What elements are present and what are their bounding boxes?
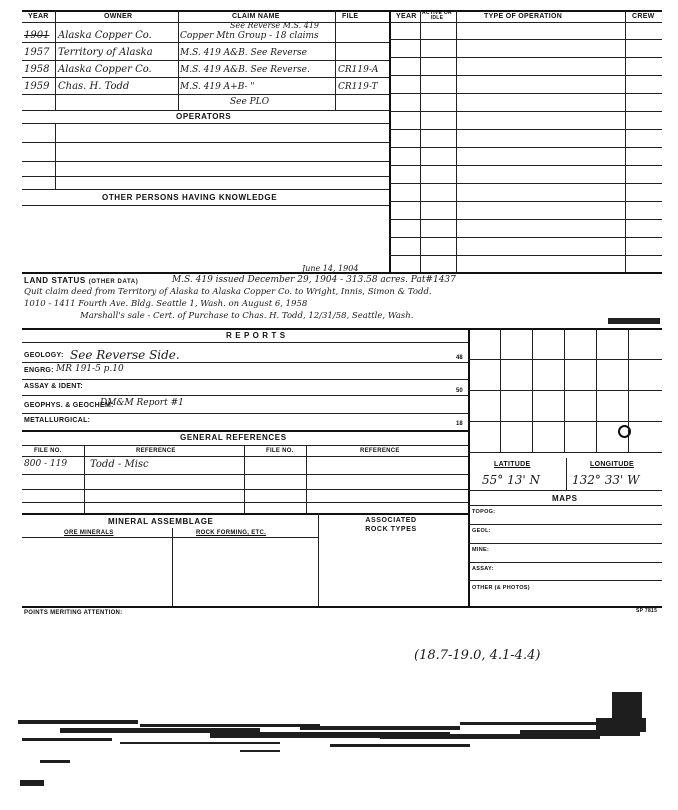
land-status-line-3: 1010 - 1411 Fourth Ave. Bldg. Seattle 1, Wash. on August 6, 1958 xyxy=(24,299,308,309)
page-num-48: 48 xyxy=(456,355,463,361)
location-marker-icon xyxy=(618,425,631,438)
land-status-line-1: M.S. 419 issued December 29, 1904 - 313.58 acres. Pat#1437 xyxy=(172,275,456,285)
grid-row xyxy=(468,390,662,391)
row-rule xyxy=(22,362,468,363)
maps-assay: ASSAY: xyxy=(472,566,494,572)
operators-label: OPERATORS xyxy=(176,112,232,121)
owner-row-4-year: 1959 xyxy=(24,81,50,92)
owner-row-1-claim: Copper Mtn Group - 18 claims xyxy=(180,31,319,41)
owner-row-2-claim: M.S. 419 A&B. See Reverse xyxy=(180,48,307,58)
owner-row-4-claim: M.S. 419 A+B- " xyxy=(180,82,255,92)
row-rule xyxy=(22,413,468,414)
row-rule xyxy=(22,474,468,475)
row-rule xyxy=(22,60,389,61)
maps-topog: TOPOG: xyxy=(472,509,496,515)
latitude-value: 55° 13' N xyxy=(482,473,540,487)
row-rule xyxy=(22,42,389,43)
points-label: POINTS MERITING ATTENTION: xyxy=(24,610,123,616)
row-rule xyxy=(22,176,389,177)
header-file: FILE xyxy=(342,13,359,20)
rock-forming: ROCK FORMING, ETC. xyxy=(196,530,267,536)
lat-long-divider xyxy=(566,458,567,490)
row-rule xyxy=(389,201,662,202)
grid-row xyxy=(468,421,662,422)
row-rule xyxy=(389,165,662,166)
header-year: YEAR xyxy=(28,13,49,20)
row-rule xyxy=(22,489,468,490)
general-refs-title: GENERAL REFERENCES xyxy=(180,433,287,442)
see-plo-note: See PLO xyxy=(230,97,270,107)
header-active-idle: ACTIVE OR IDLE xyxy=(422,10,452,21)
geology-label: GEOLOGY: xyxy=(24,352,64,359)
header-owner: OWNER xyxy=(104,13,133,20)
row-rule xyxy=(468,524,662,525)
general-refs-rule xyxy=(22,430,468,432)
points-rule xyxy=(22,606,662,608)
maps-geol: GEOL: xyxy=(472,528,491,534)
row-rule xyxy=(389,111,662,112)
geophys-value: DM&M Report #1 xyxy=(100,398,184,408)
owner-row-3-owner: Alaska Copper Co. xyxy=(58,64,152,75)
owner-row-3-year: 1958 xyxy=(24,64,50,75)
owner-row-3-claim: M.S. 419 A&B. See Reverse. xyxy=(180,65,310,75)
col-rule xyxy=(625,10,626,272)
col-rule xyxy=(456,10,457,272)
col-rule-main xyxy=(389,10,391,272)
associated-rock-types: ASSOCIATED ROCK TYPES xyxy=(365,517,417,533)
assay-label: ASSAY & IDENT: xyxy=(24,383,84,390)
grid-row xyxy=(468,490,662,491)
mineral-title: MINERAL ASSEMBLAGE xyxy=(108,517,214,526)
col-rule xyxy=(318,513,319,606)
geology-value: See Reverse Side. xyxy=(70,348,180,362)
longitude-label: LONGITUDE xyxy=(590,461,634,468)
row-rule xyxy=(468,562,662,563)
row-rule xyxy=(22,379,468,380)
gr-row-file: 800 - 119 xyxy=(24,459,68,469)
row-rule xyxy=(22,342,468,343)
grid-row xyxy=(468,359,662,360)
row-rule xyxy=(468,505,662,506)
col-rule xyxy=(306,445,307,513)
gr-file-no-2: FILE NO. xyxy=(266,448,294,454)
gr-file-no: FILE NO. xyxy=(34,448,62,454)
land-status-line-2: Quit claim deed from Territory of Alaska to Alaska Copper Co. to Wright, Innis, Simon & Todd. xyxy=(24,287,432,297)
scan-noise xyxy=(0,680,678,810)
owner-row-2-year: 1957 xyxy=(24,47,50,58)
row-rule xyxy=(389,75,662,76)
col-rule xyxy=(172,528,173,606)
land-status-line-4: Marshall's sale - Cert. of Purchase to Chas. H. Todd, 12/31/58, Seattle, Wash. xyxy=(80,311,414,321)
footer-coordinates-note: (18.7-19.0, 4.1-4.4) xyxy=(414,648,541,663)
maps-other: OTHER (& PHOTOS) xyxy=(472,585,530,591)
claim-note-top: See Reverse M.S. 419 xyxy=(230,21,319,30)
metallurgical-label: METALLURGICAL: xyxy=(24,417,91,424)
row-rule xyxy=(468,543,662,544)
page-num-18: 18 xyxy=(456,421,463,427)
col-rule xyxy=(420,10,421,272)
row-rule xyxy=(389,183,662,184)
owner-row-4-owner: Chas. H. Todd xyxy=(58,81,130,92)
other-persons-rule xyxy=(22,189,389,190)
owner-row-1-owner: Alaska Copper Co. xyxy=(58,30,152,41)
ore-minerals: ORE MINERALS xyxy=(64,530,114,536)
other-persons-label: OTHER PERSONS HAVING KNOWLEDGE xyxy=(102,193,278,202)
col-rule xyxy=(244,445,245,513)
longitude-value: 132° 33' W xyxy=(572,473,640,487)
row-rule xyxy=(22,205,389,206)
gr-reference-2: REFERENCE xyxy=(360,448,400,454)
col-rule xyxy=(84,445,85,513)
row-rule xyxy=(389,237,662,238)
header-rule xyxy=(22,22,662,23)
grid-left-rule xyxy=(468,328,470,606)
row-rule xyxy=(389,39,662,40)
row-rule xyxy=(389,147,662,148)
owner-row-4-file: CR119-T xyxy=(338,82,378,92)
land-status-correction: June 14, 1904 xyxy=(302,264,359,273)
row-rule xyxy=(389,57,662,58)
row-rule xyxy=(22,123,389,124)
header-crew: CREW xyxy=(632,13,655,20)
gr-reference: REFERENCE xyxy=(136,448,176,454)
col-rule xyxy=(55,123,56,189)
header-claim-name: CLAIM NAME xyxy=(232,13,280,20)
form-number: SP 7815 xyxy=(636,608,658,614)
row-rule xyxy=(389,129,662,130)
geophys-label: GEOPHYS. & GEOCHEM: xyxy=(24,402,114,409)
header-year-2: YEAR xyxy=(396,13,417,20)
owner-row-3-file: CR119-A xyxy=(338,65,379,75)
row-rule xyxy=(22,94,389,95)
row-rule xyxy=(22,77,389,78)
gr-row-ref: Todd - Misc xyxy=(90,459,149,470)
ink-smudge xyxy=(608,318,660,324)
top-border xyxy=(22,10,662,12)
row-rule xyxy=(22,161,389,162)
mineral-rule xyxy=(22,513,468,515)
owner-row-1-year: 1901 xyxy=(24,30,50,41)
maps-mine: MINE: xyxy=(472,547,490,553)
engr-label: ENGRG: xyxy=(24,367,54,374)
grid-row xyxy=(468,452,662,453)
row-rule xyxy=(389,219,662,220)
reports-title: R E P O R T S xyxy=(226,331,286,340)
header-type-of-operation: TYPE OF OPERATION xyxy=(484,13,563,20)
owner-row-2-owner: Territory of Alaska xyxy=(58,47,153,58)
operators-rule xyxy=(22,110,389,111)
latitude-label: LATITUDE xyxy=(494,461,531,468)
row-rule xyxy=(22,502,468,503)
engr-value: MR 191-5 p.10 xyxy=(56,364,124,374)
row-rule xyxy=(22,142,389,143)
row-rule xyxy=(22,395,468,396)
row-rule xyxy=(389,93,662,94)
row-rule xyxy=(389,255,662,256)
row-rule xyxy=(22,537,318,538)
row-rule xyxy=(22,456,468,457)
row-rule xyxy=(468,580,662,581)
row-rule xyxy=(22,445,468,446)
maps-title: MAPS xyxy=(552,494,578,503)
reports-rule xyxy=(22,328,662,330)
page-num-50: 50 xyxy=(456,388,463,394)
land-status-label: LAND STATUS (OTHER DATA) xyxy=(24,276,139,285)
